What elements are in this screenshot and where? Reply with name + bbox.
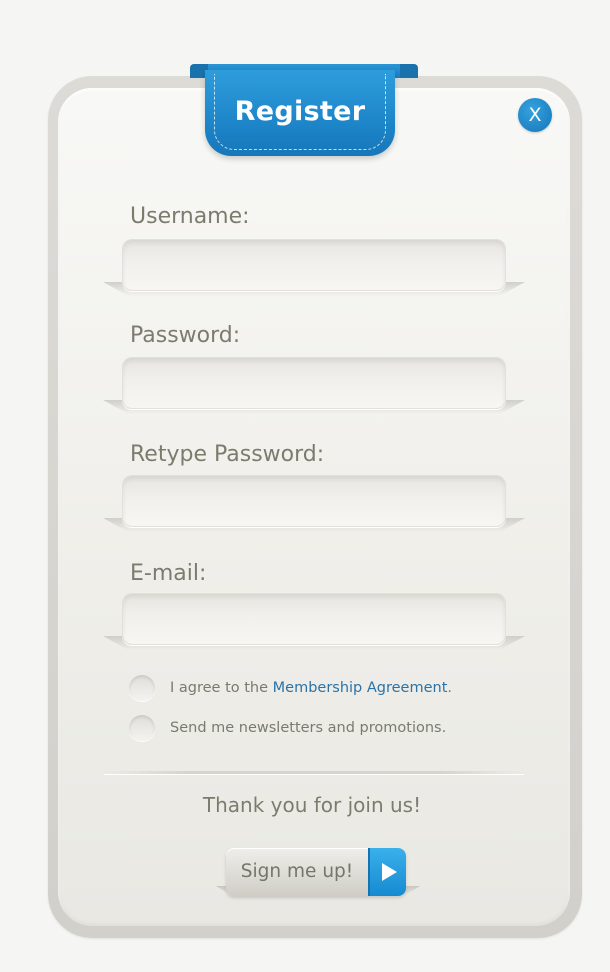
membership-agreement-link[interactable]: Membership Agreement (272, 680, 448, 696)
email-label: E-mail: (130, 561, 207, 586)
dialog-title: Register (234, 95, 366, 127)
username-input[interactable] (122, 239, 506, 291)
retype-password-label: Retype Password: (130, 442, 325, 467)
agree-prefix: I agree to the (170, 680, 273, 696)
agree-text (170, 680, 452, 696)
sign-up-arrow (368, 848, 406, 896)
newsletter-checkbox[interactable] (129, 715, 155, 741)
password-input[interactable] (122, 357, 506, 409)
section-divider (104, 771, 524, 774)
agree-suffix: . (447, 680, 453, 696)
email-input[interactable] (122, 593, 506, 645)
username-label: Username: (130, 204, 250, 229)
thanks-message: Thank you for join us! (202, 793, 422, 817)
close-button[interactable] (518, 98, 552, 132)
password-label: Password: (130, 323, 241, 348)
sign-up-button[interactable] (226, 848, 406, 896)
register-tab-fold-right (400, 64, 418, 78)
sign-up-label: Sign me up! (240, 861, 354, 882)
close-icon: X (528, 103, 542, 126)
newsletter-text: Send me newsletters and promotions. (170, 720, 447, 736)
register-tab (205, 70, 395, 156)
play-arrow-icon (382, 863, 397, 881)
agree-checkbox[interactable] (129, 675, 155, 701)
retype-password-input[interactable] (122, 475, 506, 527)
